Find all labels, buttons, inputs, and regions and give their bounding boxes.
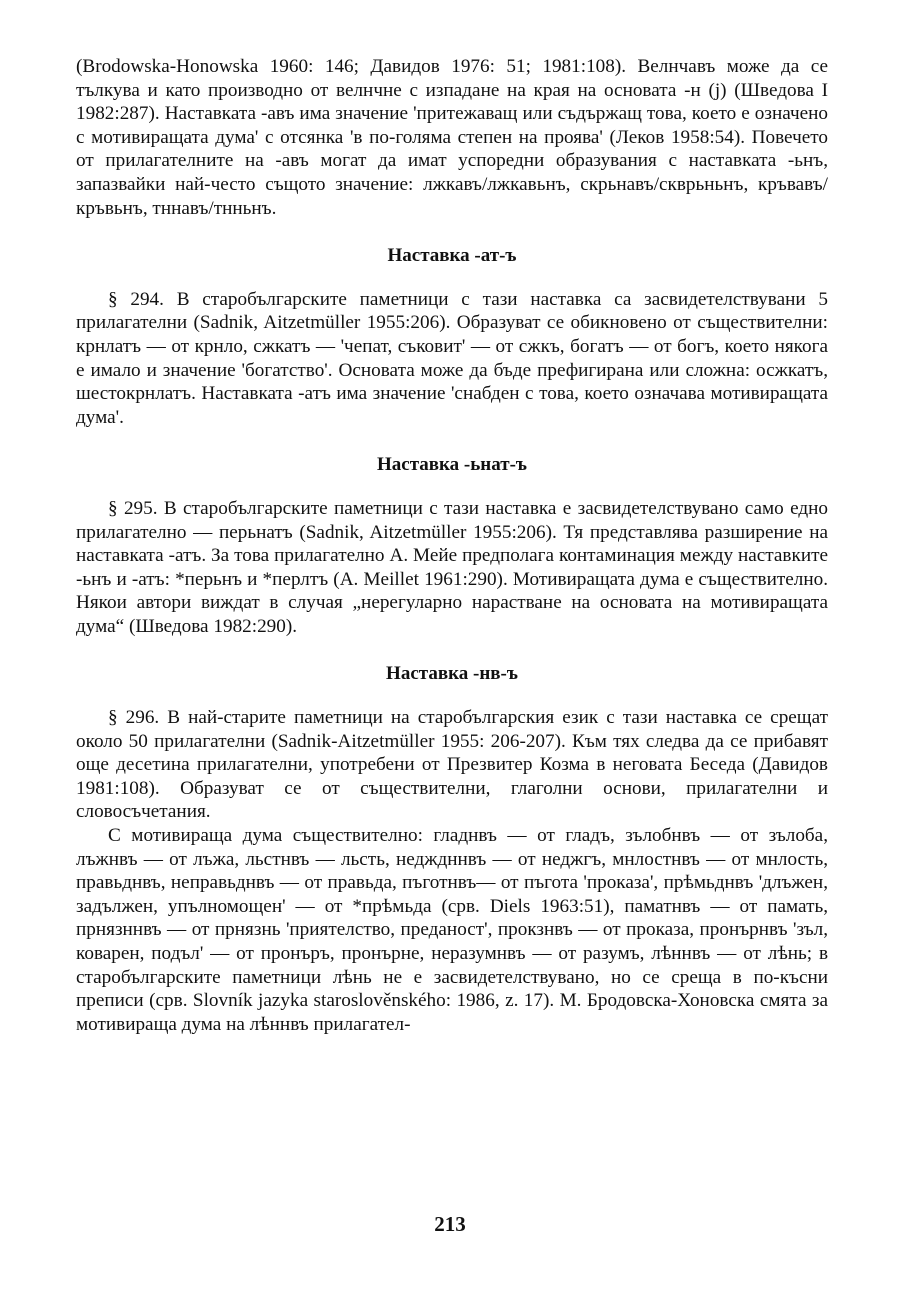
paragraph-296-examples: С мотивираща дума съществително: гладнвъ — от гладъ, зълобнвъ — от зълоба, лъжнвъ — от лъжа, льстнвъ — льсть, недждннвъ — от неджгъ, мнлостнвъ — от мнлость, правьднвъ, неправьднвъ — от правьда, пъготнвъ— от пъгота 'проказа', прѣмьднвъ 'длъжен, задължен, упълномощен' — от *прѣмьда (срв. Diels 1963:51), паматнвъ — от памать, прнязннвъ — от прнязнь 'приятелство, преданост', прокзнвъ — от проказа, пронърнвъ 'зъл, коварен, подъл' — от пронъръ, пронърне, неразумнвъ — от разумъ, лѣннвъ — от лѣнь; в старобългарските паметници лѣнь не е засвидетелствувано, но се среща в по-късни преписи (срв. Slovník jazyka staroslověnského: 1986, z. 17). М. Бродовска-Хоновска смята за мотивираща дума на лѣннвъ прилагател-: [76, 825, 828, 1035]
section-heading-at: Наставка -ат-ъ: [387, 245, 517, 267]
section-heading-niv: Наставка -нв-ъ: [386, 663, 518, 685]
paragraph-295: § 295. В старобългарските паметници с тази наставка е засвидетелствувано само едно прилагателно — перьнатъ (Sadnik, Aitzetmüller 1955:206). Тя представлява разширение на наставката -атъ. За това прилагателно А. Мейе предполага контаминация между наставките -ьнъ и -атъ: *перьнъ и *перлтъ (A. Meillet 1961:290). Мотивиращата дума е съществително. Някои автори виждат в случая „нерегуларно нарастване на основата на мотивиращата дума“ (Шведова 1982:290).: [76, 497, 828, 637]
paragraph-294: § 294. В старобългарските паметници с тази наставка са засвидетелствувани 5 прилагателни (Sadnik, Aitzetmüller 1955:206). Образуват се обикновено от съществителни: крнлатъ — от крнло, сжкатъ — 'чепат, съковит' — от сжкъ, богатъ — от богъ, което някога е имало и значение 'богатство'. Основата може да бъде префигирана или сложна: осжкатъ, шестокрнлатъ. Наставката -атъ има значение 'снабден с това, което означава мотивиращата дума'.: [76, 288, 828, 428]
page-number: 213: [434, 1212, 466, 1236]
section-heading-ynat: Наставка -ьнат-ъ: [376, 454, 527, 476]
page-body: [76, 55, 828, 1036]
paragraph-296: § 296. В най-старите паметници на старобългарския език с тази наставка се срещат около 50 прилагателни (Sadnik-Aitzetmüller 1955: 206-207). Към тях следва да се прибавят още десетина прилагателни, употребени от Презвитер Козма в неговата Беседа (Давидов 1981:108). Образуват се от съществителни, глаголни основи, прилагателни и словосъчетания.: [76, 707, 828, 823]
intro-paragraph: (Brodowska-Honowska 1960: 146; Давидов 1976: 51; 1981:108). Велнчавъ може да се тълкува и като производно от велнчне с изпадане на края на основата -н (j) (Шведова I 1982:287). Наставката -авъ има значение 'притежаващ или съдържащ това, което е означено с мотивиращата дума' с отсянка 'в по-голяма степен на проява' (Леков 1958:54). Повечето от прилагателните на -авъ могат да имат успоредни образувания с наставката -ьнъ, запазвайки най-често същото значение: лжкавъ/лжкавьнъ, скрьнавъ/скврьньнъ, кръвавъ/кръвьнъ, тннавъ/тнньнъ.: [76, 56, 828, 219]
